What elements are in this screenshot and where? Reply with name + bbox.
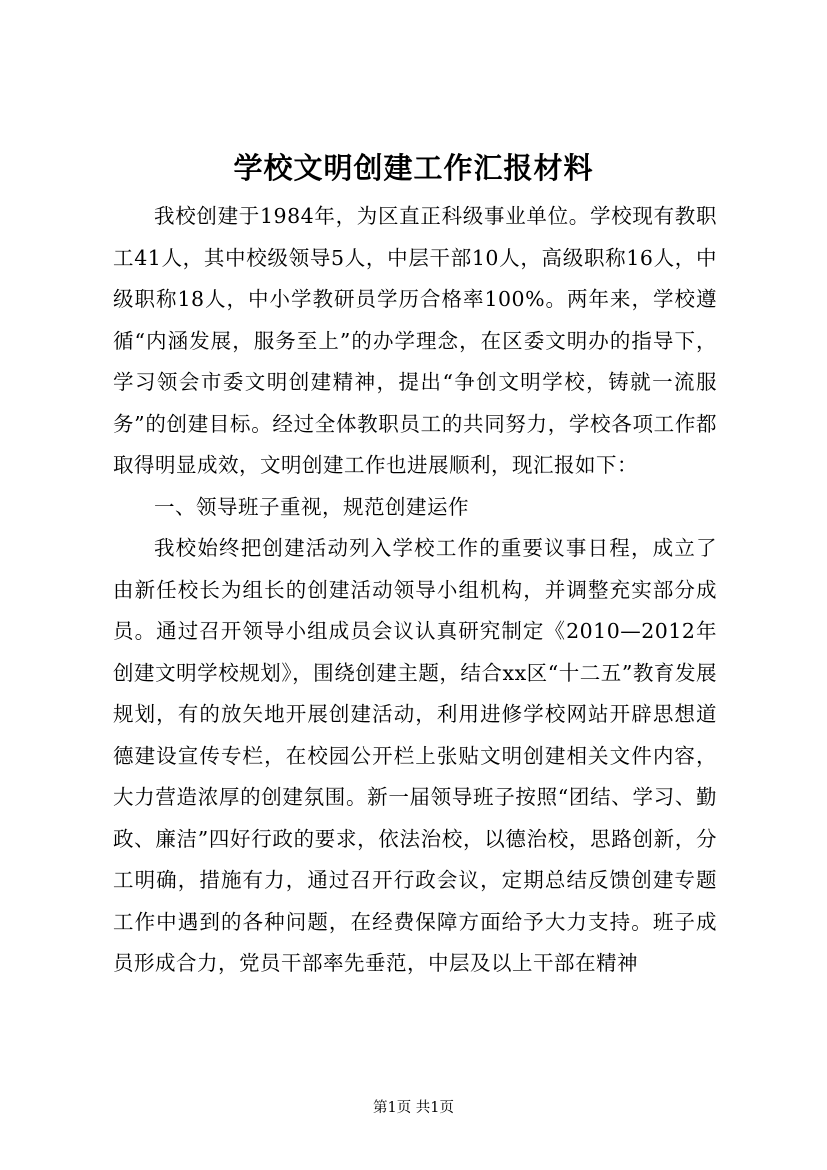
document-body — [113, 196, 717, 985]
section-heading-1: 一、领导班子重视，规范创建运作 — [154, 494, 469, 519]
paragraph-section-1: 我校始终把创建活动列入学校工作的重要议事日程，成立了由新任校长为组长的创建活动领导小组机构，并调整充实部分成员。通过召开领导小组成员会议认真研究制定《2010—2012年创建文明学校规划》，围绕创建主题，结合xx区“十二五”教育发展规划，有的放矢地开展创建活动，利用进修学校网站开辟思想道德建设宣传专栏，在校园公开栏上张贴文明创建相关文件内容，大力营造浓厚的创建氛围。新一届领导班子按照“团结、学习、勤政、廉洁”四好行政的要求，依法治校，以德治校，思路创新，分工明确，措施有力，通过召开行政会议，定期总结反馈创建专题工作中遇到的各种问题，在经费保障方面给予大力支持。班子成员形成合力，党员干部率先垂范，中层及以上干部在精神 — [113, 536, 717, 975]
page-footer: 第1页 共1页 — [372, 1100, 455, 1116]
document-title: 学校文明创建工作汇报材料 — [233, 151, 594, 185]
paragraph-intro: 我校创建于1984年，为区直正科级事业单位。学校现有教职工41人，其中校级领导5人，中层干部10人，高级职称16人，中级职称18人，中小学教研员学历合格率100%。两年来，学校遵循“内涵发展，服务至上”的办学理念，在区委文明办的指导下，学习领会市委文明创建精神，提出“争创文明学校，铸就一流服务”的创建目标。经过全体教职员工的共同努力，学校各项工作都取得明显成效，文明创建工作也进展顺利，现汇报如下： — [113, 204, 717, 477]
